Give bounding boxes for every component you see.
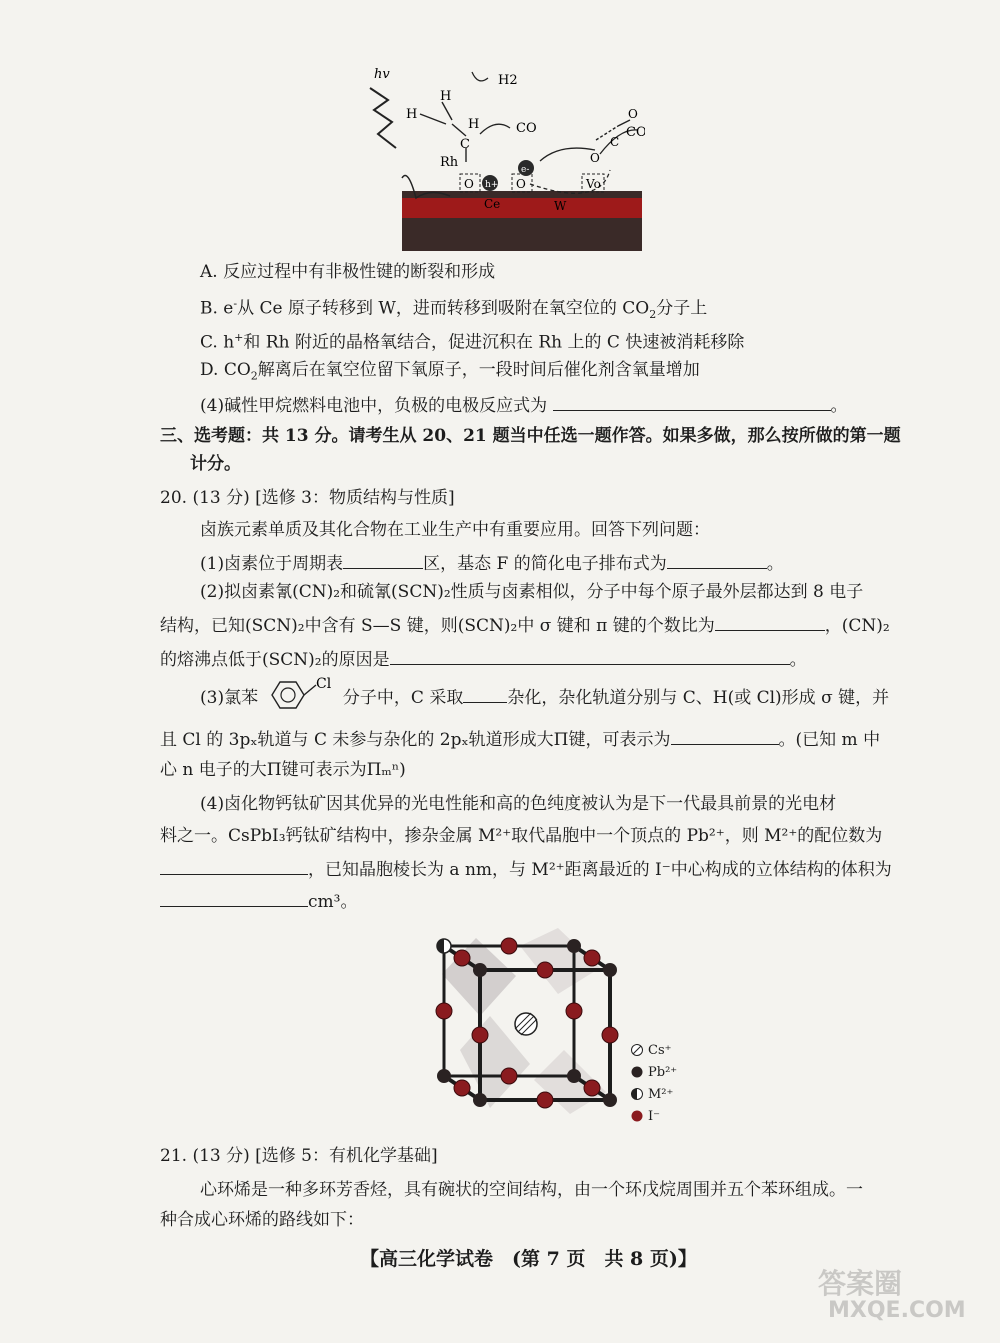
c-cl-bond — [304, 685, 316, 695]
question-21-line1: 心环烯是一种多环芳香烃，具有碗状的空间结构，由一个环戊烷周围并五个苯环组成。一 — [200, 1180, 863, 1200]
option-b-part1: B. e — [200, 298, 234, 319]
answer-blank-20-3b[interactable] — [671, 728, 779, 745]
q20-part3-line2 — [160, 728, 880, 750]
option-d-part1: D. CO — [200, 360, 251, 380]
option-b: B. e-从 Ce 原子转移到 W，进而转移到吸附在氧空位的 $CO_2$分子上 — [200, 297, 708, 322]
watermark-site: MXQE.COM — [828, 1298, 966, 1323]
e-minus-label: e- — [521, 165, 530, 175]
h-plus-label: h+ — [485, 180, 499, 190]
answer-blank-4[interactable] — [553, 394, 831, 411]
option-d: D. $CO_2$解离后在氧空位留下氧原子，一段时间后催化剂含氧量增加 — [200, 360, 700, 383]
o3-label: O — [590, 151, 600, 165]
answer-blank-20-1b[interactable] — [667, 552, 767, 569]
perovskite-unit-cell-figure — [430, 920, 630, 1120]
h2-label: H2 — [498, 73, 518, 88]
option-b-part2: 从 Ce 原子转移到 W，进而转移到吸附在氧空位的 CO — [237, 298, 650, 319]
q20-part4-line1: (4)卤化物钙钛矿因其优异的光电性能和高的色纯度被认为是下一代最具前景的光电材 — [200, 794, 837, 814]
answer-blank-20-4a[interactable] — [160, 858, 308, 875]
answer-blank-20-1a[interactable] — [343, 552, 423, 569]
co-release-arrow-left — [480, 124, 510, 134]
option-a: A. 反应过程中有非极性键的断裂和形成 — [200, 262, 496, 282]
benzene-aromatic-circle — [281, 688, 295, 702]
q20-part2-line3 — [160, 648, 807, 670]
hv-label: hv — [374, 67, 390, 82]
option-c-part1: C. h — [200, 332, 235, 353]
co-right-label: CO — [626, 125, 645, 140]
legend-pb-label: Pb²⁺ — [648, 1065, 678, 1080]
co-left-label: CO — [516, 121, 537, 136]
q20-part3-line3: 心 n 电子的大Π键可表示为Πₘⁿ) — [160, 760, 406, 780]
o1-label: O — [464, 177, 474, 191]
q20-part3-a: (3)氯苯 — [200, 688, 259, 708]
carbon-label: C — [460, 137, 470, 152]
q20-part3-line1 — [200, 675, 890, 710]
option-c-part2: 和 Rh 附近的晶格氧结合，促进沉积在 Rh 上的 C 快速被消耗移除 — [243, 332, 745, 353]
q20-part2-l3-b: 。 — [789, 650, 807, 670]
q20-part1-b: 区，基态 F 的简化电子排布式为 — [423, 554, 667, 574]
legend-marker-i — [632, 1111, 643, 1122]
legend-markers — [630, 1043, 644, 1127]
question-20-header: 20. (13 分) [选修 3：物质结构与性质] — [160, 488, 455, 508]
q20-part2-line2 — [160, 614, 890, 636]
legend-marker-pb — [632, 1067, 643, 1078]
question-21-line2: 种合成心环烯的路线如下： — [160, 1210, 364, 1230]
q20-part4-l3-b: ，已知晶胞棱长为 a nm，与 M²⁺距离最近的 I⁻中心构成的立体结构的体积为 — [308, 860, 892, 880]
chlorine-label: Cl — [315, 675, 331, 692]
watermark-logo: 答案圈 — [818, 1267, 903, 1300]
q20-part2-l2-b: ，(CN)₂ — [824, 616, 890, 636]
answer-blank-20-3a[interactable] — [463, 686, 507, 703]
answer-blank-20-4b[interactable] — [160, 890, 308, 907]
q20-part3-l2-b: 。(已知 m 中 — [778, 730, 881, 750]
option-b-part3: 分子上 — [656, 298, 708, 319]
question-20-intro: 卤族元素单质及其化合物在工业生产中有重要应用。回答下列问题： — [200, 520, 710, 540]
q20-part1 — [200, 552, 784, 574]
photon-wave-arrow — [370, 88, 396, 148]
benzene-ring — [272, 682, 304, 708]
question-21-header: 21. (13 分) [选修 5：有机化学基础] — [160, 1146, 438, 1166]
q20-part3-c: 杂化，杂化轨道分别与 C、H(或 Cl)形成 σ 键，并 — [507, 688, 890, 708]
reaction-mechanism-figure — [360, 58, 645, 253]
o4-label: O — [628, 107, 638, 121]
h-right-label: H — [468, 117, 480, 132]
electron-transfer-arrow — [540, 148, 595, 161]
c2-label: C — [610, 135, 620, 149]
q20-part2-l2-a: 结构，已知(SCN)₂中含有 S—S 键，则(SCN)₂中 σ 键和 π 键的个数比为 — [160, 616, 715, 636]
q20-part4-l4-b: cm³。 — [308, 892, 358, 912]
q20-part2-line1: (2)拟卤素氰(CN)₂和硫氰(SCN)₂性质与卤素相似，分子中每个原子最外层都达到 8 电子 — [200, 582, 864, 602]
rh-label: Rh — [440, 155, 459, 170]
legend-cs-label: Cs⁺ — [648, 1043, 672, 1058]
q20-part3-l2-a: 且 Cl 的 3pₓ轨道与 C 未参与杂化的 2pₓ轨道形成大Π键，可表示为 — [160, 730, 671, 750]
chlorobenzene-structure — [266, 676, 336, 710]
crystal-legend — [630, 1043, 730, 1127]
vo-label: Vo — [586, 177, 601, 191]
q20-part3-b: 分子中，C 采取 — [342, 688, 464, 708]
answer-blank-20-2b[interactable] — [390, 648, 790, 665]
h-left-label: H — [406, 107, 418, 122]
q20-part1-a: (1)卤素位于周期表 — [200, 554, 344, 574]
section-3-heading: 三、选考题：共 13 分。请考生从 20、21 题当中任选一题作答。如果多做，那么按所做的第一题 — [160, 426, 901, 446]
page-footer: 【高三化学试卷 (第 7 页 共 8 页)】 — [360, 1248, 697, 1270]
reaction-mechanism-svg — [360, 58, 645, 253]
question-4-text: (4)碱性甲烷燃料电池中，负极的电极反应式为 — [200, 396, 548, 416]
perovskite-unit-cell-svg — [430, 920, 630, 1120]
q20-part4-line3 — [160, 858, 892, 880]
option-c: C. h+和 Rh 附近的晶格氧结合，促进沉积在 Rh 上的 C 快速被消耗移除 — [200, 331, 745, 353]
q20-part4-line4 — [160, 890, 357, 912]
h-top-label: H — [440, 89, 452, 104]
legend-i-label: I⁻ — [648, 1109, 660, 1124]
option-d-part2: 解离后在氧空位留下氧原子，一段时间后催化剂含氧量增加 — [257, 360, 700, 380]
o2-label: O — [516, 177, 526, 191]
question-4-line — [200, 394, 848, 416]
ce-label: Ce — [484, 197, 501, 211]
q20-part4-line2: 料之一。CsPbI₃钙钛矿结构中，掺杂金属 M²⁺取代晶胞中一个顶点的 Pb²⁺，则 M²⁺的配位数为 — [160, 826, 883, 846]
h2-release-arrow — [472, 72, 488, 81]
catalyst-red-layer — [402, 198, 642, 218]
w-label: W — [554, 199, 567, 213]
q20-part1-c: 。 — [766, 554, 784, 574]
q20-part2-l3-a: 的熔沸点低于(SCN)₂的原因是 — [160, 650, 390, 670]
legend-m-label: M²⁺ — [648, 1087, 674, 1102]
question-4-end: 。 — [830, 396, 848, 416]
answer-blank-20-2a[interactable] — [715, 614, 825, 631]
section-3-heading-cont: 计分。 — [190, 454, 241, 474]
